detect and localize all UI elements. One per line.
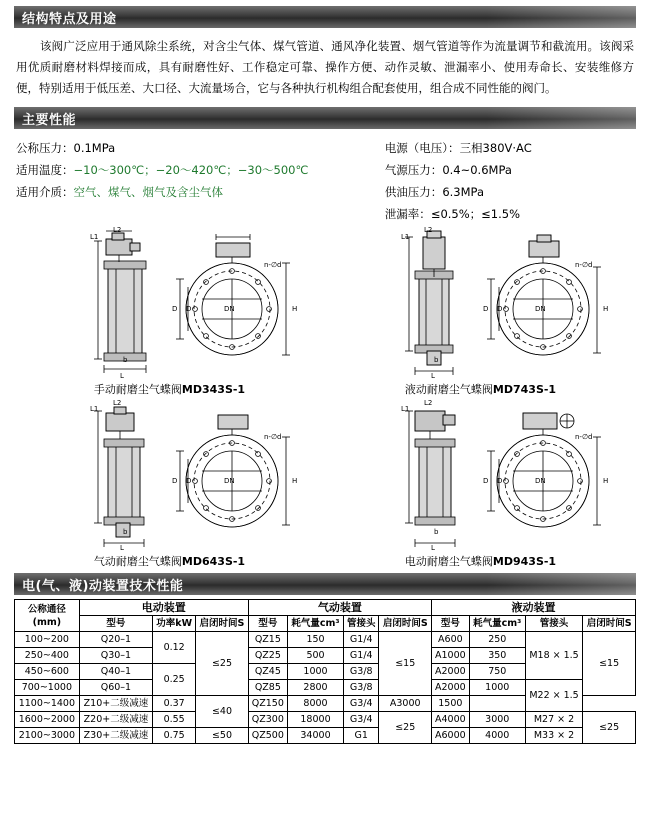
svg-text:L1: L1 [89,233,98,241]
cell-p-joint: G1/4 [344,632,379,648]
svg-text:L: L [119,372,124,380]
th-p-air: 耗气量cm³ [287,616,343,632]
svg-text:L: L [430,372,435,380]
spec-value: 三相380V·AC [459,141,532,155]
svg-text:DN: DN [223,477,235,485]
cell-e-power: 0.12 [153,632,196,664]
section-title-structure: 结构特点及用途 [22,11,117,27]
svg-text:L1: L1 [400,233,409,241]
page [0,6,650,840]
svg-text:D: D [185,477,191,485]
technical-performance-table [14,599,636,744]
svg-text:b: b [122,528,127,536]
cell-e-time: ≤40 [196,696,249,728]
performance-right-column [385,137,634,225]
cell-p-model: QZ25 [248,648,287,664]
cell-e-model: Q60–1 [79,680,152,696]
svg-text:L2: L2 [112,226,121,234]
th-e-power: 功率kW [153,616,196,632]
spec-label: 供油压力： [384,185,443,199]
cell-p-air: 8000 [287,696,343,712]
cell-dn: 100~200 [15,632,80,648]
th-p-time: 启闭时间S [379,616,432,632]
svg-text:L1: L1 [400,405,409,413]
cell-h-model: A4000 [432,712,470,728]
cell-h-oil: 350 [469,648,525,664]
cell-h-model: A3000 [379,696,432,712]
spec-value: 6.3MPa [442,185,484,199]
svg-text:D: D [496,305,502,313]
th-dn-line2: (mm) [32,616,62,628]
header-gradient-tail [486,573,636,595]
svg-text:L: L [119,544,124,552]
cell-e-time: ≤25 [196,632,249,696]
svg-text:L2: L2 [112,399,121,407]
cell-h-oil: 4000 [469,728,525,744]
spec-label: 泄漏率： [384,207,431,221]
spec-label: 适用介质： [16,185,74,199]
cell-h-time: ≤25 [583,712,636,744]
figure-row-2 [14,399,636,569]
svg-text:b: b [433,356,438,364]
cell-p-air: 1000 [287,664,343,680]
cell-dn: 1600~2000 [15,712,80,728]
figure-md343s-drawing [20,226,320,380]
figure-caption-md643s [20,553,320,569]
spec-row-temperature [16,159,385,181]
spec-value: ≤0.5%；≤1.5% [430,207,521,221]
cell-p-model: QZ300 [248,712,287,728]
svg-text:n-∅d: n-∅d [263,261,282,269]
spec-value: 0.1MPa [73,141,116,155]
spec-label: 公称压力： [16,141,74,155]
svg-text:D: D [496,477,502,485]
cell-h-time: ≤15 [583,632,636,696]
cell-dn: 700~1000 [15,680,80,696]
th-h-model: 型号 [432,616,470,632]
table-group-header-row [15,600,636,616]
figure-md943s [331,399,631,569]
table-row [15,680,636,696]
figure-row-1 [14,226,636,397]
th-h-joint: 管接头 [525,616,582,632]
cell-p-model: QZ45 [248,664,287,680]
cell-dn: 1100~1400 [15,696,80,712]
figure-caption-md343s [20,381,320,397]
cell-p-joint: G1/4 [344,648,379,664]
table-row [15,712,636,728]
spec-row-power [385,137,634,159]
svg-text:D: D [482,305,488,313]
cell-p-joint: G3/4 [344,712,379,728]
cell-e-model: Q30–1 [79,648,152,664]
svg-text:L2: L2 [423,226,432,234]
figure-caption-prefix: 液动耐磨尘气蝶阀 [404,383,493,396]
performance-left-column [16,137,385,225]
cell-h-model: A2000 [432,664,470,680]
spec-label: 电源（电压）： [384,141,460,155]
th-p-model: 型号 [248,616,287,632]
figure-md943s-drawing [331,399,631,552]
svg-text:b: b [433,528,438,536]
cell-h-joint: M33 × 2 [525,728,582,744]
svg-text:L2: L2 [423,399,432,407]
svg-text:DN: DN [534,305,546,313]
th-nominal-diameter [15,600,80,632]
cell-h-joint: M18 × 1.5 [525,632,582,680]
header-gradient-tail [486,107,636,129]
cell-h-model: A2000 [432,680,470,696]
cell-dn: 2100~3000 [15,728,80,744]
figure-md643s [20,399,320,569]
cell-h-model: A6000 [432,728,470,744]
figure-md643s-drawing [20,399,320,552]
cell-e-model: Q40–1 [79,664,152,680]
cell-p-time: ≤15 [379,632,432,696]
cell-e-model: Z10+二级减速 [79,696,152,712]
cell-p-joint: G3/8 [344,680,379,696]
cell-p-model: QZ15 [248,632,287,648]
th-h-time: 启闭时间S [583,616,636,632]
svg-text:D: D [171,305,177,313]
cell-e-model: Z30+二级减速 [79,728,152,744]
svg-text:D: D [482,477,488,485]
figure-model: MD943S-1 [492,555,557,568]
cell-p-air: 2800 [287,680,343,696]
th-electric-group: 电动装置 [79,600,248,616]
svg-text:n-∅d: n-∅d [574,261,593,269]
th-pneumatic-group: 气动装置 [248,600,431,616]
th-e-model: 型号 [79,616,152,632]
performance-specs [14,129,636,225]
cell-e-power: 0.55 [153,712,196,728]
figures-area [14,226,636,569]
cell-p-joint: G1 [344,728,379,744]
spec-row-air-pressure [385,159,634,181]
figure-model: MD643S-1 [181,555,246,568]
spec-label: 适用温度： [16,163,74,177]
cell-h-oil: 750 [469,664,525,680]
cell-h-model: A600 [432,632,470,648]
svg-text:n-∅d: n-∅d [574,433,593,441]
spec-value: 空气、煤气、烟气及含尘气体 [73,185,223,199]
cell-e-power: 0.37 [153,696,196,712]
figure-caption-prefix: 手动耐磨尘气蝶阀 [93,383,182,396]
spec-value: 0.4~0.6MPa [442,163,512,177]
figure-model: MD743S-1 [492,383,557,396]
svg-text:L1: L1 [89,405,98,413]
th-dn-line1: 公称通径 [27,603,66,615]
table-row [15,632,636,648]
svg-text:H: H [291,305,297,313]
cell-h-model: A1000 [432,648,470,664]
spec-value: −10～300℃；−20～420℃；−30～500℃ [73,163,309,177]
cell-e-model: Z20+二级减速 [79,712,152,728]
svg-text:D: D [171,477,177,485]
svg-text:DN: DN [534,477,546,485]
spec-row-leakage [385,203,634,225]
svg-text:n-∅d: n-∅d [263,433,282,441]
cell-p-joint: G3/4 [344,696,379,712]
figure-caption-md943s [331,553,631,569]
figure-model: MD343S-1 [181,383,246,396]
cell-p-model: QZ85 [248,680,287,696]
cell-dn: 250~400 [15,648,80,664]
spec-row-pressure [16,137,385,159]
figure-md743s [331,226,631,397]
cell-p-air: 34000 [287,728,343,744]
cell-p-air: 18000 [287,712,343,728]
cell-e-time: ≤50 [196,728,249,744]
svg-text:H: H [602,305,608,313]
table-sub-header-row [15,616,636,632]
cell-e-model: Q20–1 [79,632,152,648]
cell-h-oil: 3000 [469,712,525,728]
table-body [15,632,636,744]
section-header-structure [14,6,636,28]
spec-label: 气源压力： [384,163,443,177]
cell-dn: 450~600 [15,664,80,680]
cell-e-power: 0.25 [153,664,196,696]
svg-text:L: L [430,544,435,552]
figure-md743s-drawing [331,226,631,380]
cell-h-oil: 250 [469,632,525,648]
svg-text:H: H [291,477,297,485]
header-gradient-tail [486,6,636,28]
cell-p-time: ≤25 [379,712,432,744]
cell-p-model: QZ150 [248,696,287,712]
cell-h-joint: M22 × 1.5 [525,680,582,712]
section-header-table [14,573,636,595]
th-hydraulic-group: 液动装置 [432,600,636,616]
section-header-performance [14,107,636,129]
figure-caption-prefix: 电动耐磨尘气蝶阀 [404,555,493,568]
th-e-time: 启闭时间S [196,616,249,632]
figure-caption-prefix: 气动耐磨尘气蝶阀 [93,555,182,568]
spec-row-medium [16,181,385,203]
figure-caption-md743s [331,381,631,397]
cell-h-joint: M27 × 2 [525,712,582,728]
svg-text:b: b [122,356,127,364]
cell-e-power: 0.75 [153,728,196,744]
cell-h-oil: 1500 [432,696,470,712]
figure-md343s [20,226,320,397]
svg-text:D: D [185,305,191,313]
cell-p-joint: G3/8 [344,664,379,680]
section-title-table: 电(气、液)动装置技术性能 [22,578,184,594]
cell-h-oil: 1000 [469,680,525,696]
section-title-performance: 主要性能 [22,112,77,128]
cell-p-air: 500 [287,648,343,664]
svg-text:H: H [602,477,608,485]
structure-paragraph: 该阀广泛应用于通风除尘系统，对含尘气体、煤气管道、通风净化装置、烟气管道等作为流量调节和截流用。该阀采用优质耐磨材料焊接而成，具有耐磨性好、工作稳定可靠、操作方便、动作灵敏、泄漏率小、使用寿命长、安装维修方便，特别适用于低压差、大口径、大流量场合，它与各种执行机构组合配套使用，组合成不同性能的阀门。 [16,39,634,95]
table-head [15,600,636,632]
spec-row-oil-pressure [385,181,634,203]
th-h-oil: 耗气量cm³ [469,616,525,632]
svg-text:DN: DN [223,305,235,313]
table-row [15,728,636,744]
cell-p-air: 150 [287,632,343,648]
th-p-joint: 管接头 [344,616,379,632]
cell-p-model: QZ500 [248,728,287,744]
